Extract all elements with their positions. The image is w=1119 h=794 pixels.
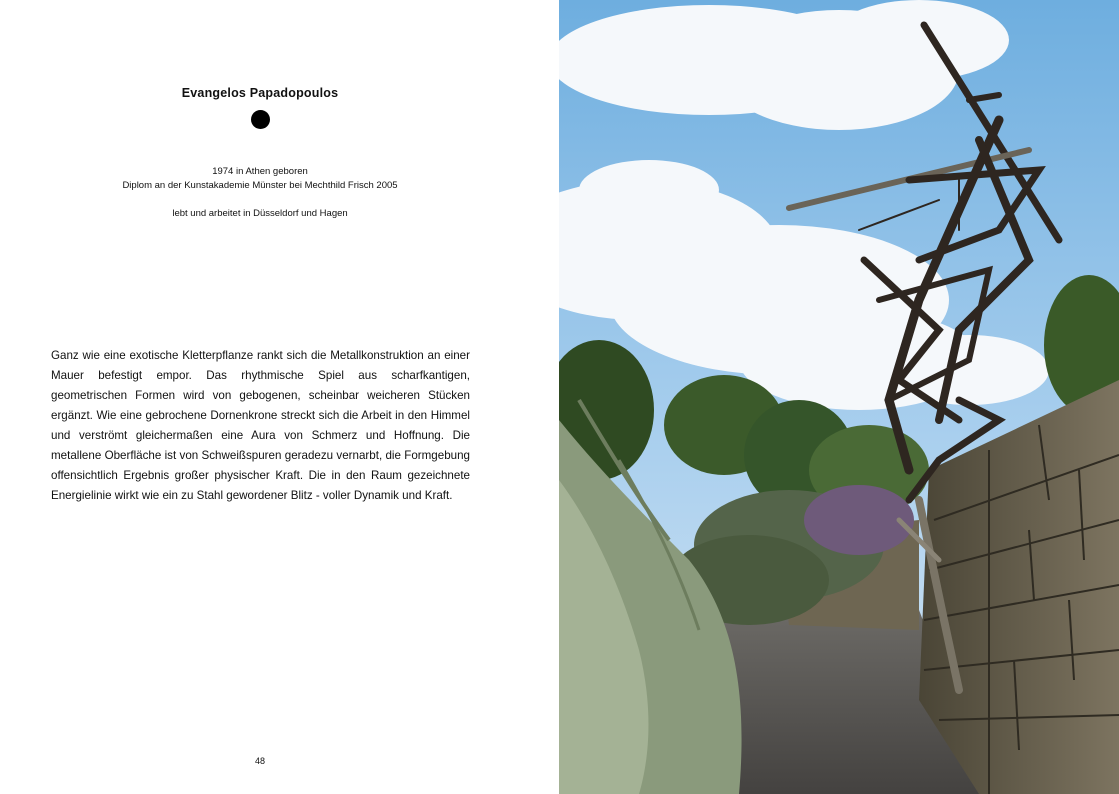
bio-gap bbox=[0, 193, 520, 207]
artist-bio bbox=[0, 165, 520, 221]
bio-birth: 1974 in Athen geboren bbox=[212, 166, 308, 177]
bio-residence: lebt und arbeitet in Düsseldorf und Hagen bbox=[172, 208, 348, 219]
page-number: 48 bbox=[254, 756, 265, 766]
black-dot-marker bbox=[251, 110, 270, 129]
bio-diploma: Diplom an der Kunstakademie Münster bei Mechthild Frisch 2005 bbox=[122, 180, 398, 191]
artist-name: Evangelos Papadopoulos bbox=[181, 86, 339, 100]
sculpture-photo bbox=[559, 0, 1119, 794]
right-page bbox=[559, 0, 1119, 794]
left-page bbox=[0, 0, 559, 794]
artwork-description: Ganz wie eine exotische Kletterpflanze rankt sich die Metallkonstruktion an einer Mauer befestigt empor. Das rhythmische Spiel aus scharfkantigen, geometrischen Formen wird von gebogenen, scheinbar weicheren Stücken ergänzt. Wie eine gebrochene Dornenkrone streckt sich die Arbeit in den Himmel und verströmt gleichermaßen eine Aura von Schmerz und Hoffnung. Die metallene Oberfläche ist von Schweißspuren geradezu vernarbt, die Formgebung offensichtlich Ergebnis großer physischer Kraft. Die in den Raum gezeichnete Energielinie wirkt wie ein zu Stahl gewordener Blitz - voller Dynamik und Kraft. bbox=[51, 349, 470, 502]
